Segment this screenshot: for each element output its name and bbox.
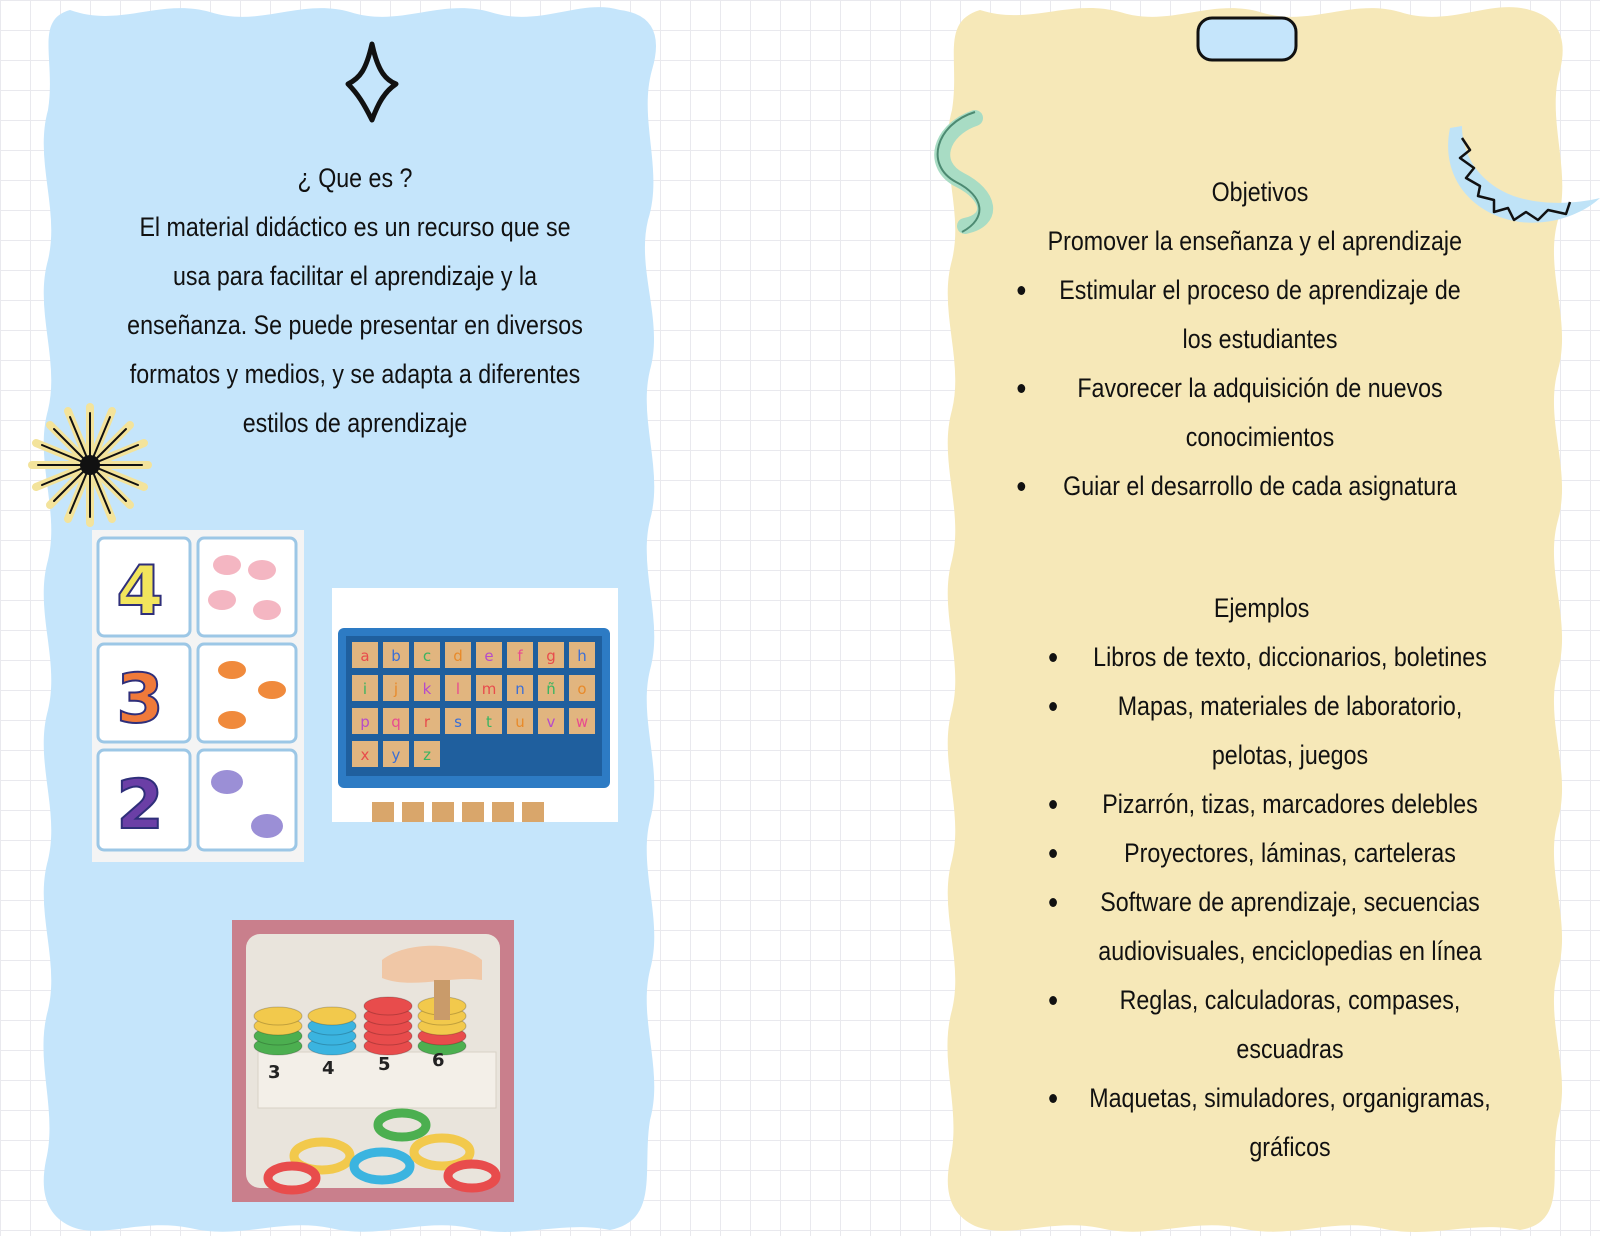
letter-tile: p xyxy=(360,713,370,731)
letter-tile: a xyxy=(360,647,370,665)
letter-tile: j xyxy=(393,680,399,698)
puzzle-row xyxy=(98,644,296,742)
letter-tile: q xyxy=(391,713,401,731)
letter-tile: w xyxy=(575,713,589,731)
letter-tile: y xyxy=(391,746,401,764)
list-item-line: Favorecer la adquisición de nuevos xyxy=(1077,373,1443,403)
list-item-line: audiovisuales, enciclopedias en línea xyxy=(1098,936,1482,966)
list-item-line: Guiar el desarrollo de cada asignatura xyxy=(1063,471,1457,501)
left-paragraph-line: estilos de aprendizaje xyxy=(242,408,468,438)
bullet-icon xyxy=(1049,800,1057,809)
list-item-line: Libros de texto, diccionarios, boletines xyxy=(1093,642,1487,672)
puzzle-row xyxy=(98,750,296,850)
list-item xyxy=(1032,1074,1548,1172)
list-item xyxy=(1032,682,1548,780)
letter-tile: b xyxy=(391,647,401,665)
objectives-heading: Objetivos xyxy=(1211,177,1309,207)
letter-tile: f xyxy=(517,647,523,665)
letter-tile: e xyxy=(484,647,494,665)
list-item-line: pelotas, juegos xyxy=(1211,740,1369,770)
letter-tile: ñ xyxy=(546,680,556,698)
letter-tile: v xyxy=(546,713,556,731)
list-item-line: Maquetas, simuladores, organigramas, xyxy=(1089,1083,1491,1113)
bullet-icon xyxy=(1049,702,1057,711)
ring-number: 4 xyxy=(322,1058,335,1079)
list-item-line: conocimientos xyxy=(1185,422,1335,452)
letter-tile: n xyxy=(515,680,525,698)
letter-tile: i xyxy=(362,680,368,698)
list-item-line: Estimular el proceso de aprendizaje de xyxy=(1059,275,1461,305)
bullet-icon xyxy=(1049,1094,1057,1103)
objectives-list xyxy=(1002,266,1518,511)
letter-tile: h xyxy=(577,647,587,665)
objectives-intro: Promover la enseñanza y el aprendizaje xyxy=(1047,226,1463,256)
letter-tile: g xyxy=(546,647,556,665)
objectives-section xyxy=(1002,168,1518,511)
left-paragraph-line: usa para facilitar el aprendizaje y la xyxy=(173,261,537,291)
bullet-icon xyxy=(1049,996,1057,1005)
left-paragraph-line: enseñanza. Se puede presentar en diversos xyxy=(127,310,583,340)
letter-tile: d xyxy=(453,647,463,665)
letter-tile: s xyxy=(454,713,462,731)
letter-tile: c xyxy=(422,647,432,665)
letter-tile: m xyxy=(481,680,497,698)
list-item-line: Mapas, materiales de laboratorio, xyxy=(1117,691,1463,721)
ring-number: 6 xyxy=(432,1050,445,1071)
letter-tile: k xyxy=(422,680,432,698)
bullet-icon xyxy=(1017,384,1025,393)
letter-tile: r xyxy=(423,713,431,731)
bullet-icon xyxy=(1017,286,1025,295)
bullet-icon xyxy=(1049,898,1057,907)
left-heading: ¿ Que es ? xyxy=(297,163,413,193)
letter-tile: x xyxy=(360,746,370,764)
list-item xyxy=(1002,462,1518,511)
list-item-line: Reglas, calculadoras, compases, xyxy=(1119,985,1461,1015)
number-puzzle-image xyxy=(92,530,304,862)
ring-number: 5 xyxy=(378,1054,391,1075)
left-text-block xyxy=(93,154,618,448)
puzzle-number: 3 xyxy=(116,660,164,739)
list-item-line: Pizarrón, tizas, marcadores delebles xyxy=(1102,789,1478,819)
bullet-icon xyxy=(1017,482,1025,491)
list-item-line: gráficos xyxy=(1249,1132,1331,1162)
letter-tray-image xyxy=(332,588,618,822)
left-paragraph-line: El material didáctico es un recurso que se xyxy=(139,212,571,242)
tag-shape-icon xyxy=(1198,18,1296,60)
list-item xyxy=(1002,266,1518,364)
list-item xyxy=(1032,829,1548,878)
list-item-line: Proyectores, láminas, carteleras xyxy=(1124,838,1456,868)
letter-tile: l xyxy=(455,680,461,698)
list-item-line: Software de aprendizaje, secuencias xyxy=(1100,887,1480,917)
left-paragraph-line: formatos y medios, y se adapta a diferentes xyxy=(129,359,581,389)
letter-tile: z xyxy=(423,746,431,764)
examples-heading: Ejemplos xyxy=(1213,593,1310,623)
list-item xyxy=(1002,364,1518,462)
ring-number: 3 xyxy=(268,1062,281,1083)
bullet-icon xyxy=(1049,653,1057,662)
bullet-icon xyxy=(1049,849,1057,858)
puzzle-number: 2 xyxy=(116,766,164,845)
letter-tile: o xyxy=(577,680,587,698)
list-item-line: los estudiantes xyxy=(1182,324,1338,354)
puzzle-number: 4 xyxy=(116,552,164,631)
list-item xyxy=(1032,878,1548,976)
letter-tile: t xyxy=(486,713,492,731)
list-item-line: escuadras xyxy=(1236,1034,1344,1064)
stacking-rings-image xyxy=(232,920,514,1202)
puzzle-row xyxy=(98,538,296,636)
list-item xyxy=(1032,780,1548,829)
letter-tile: u xyxy=(515,713,525,731)
examples-list xyxy=(1032,633,1548,1172)
list-item xyxy=(1032,976,1548,1074)
examples-section xyxy=(1032,584,1548,1172)
list-item xyxy=(1032,633,1548,682)
